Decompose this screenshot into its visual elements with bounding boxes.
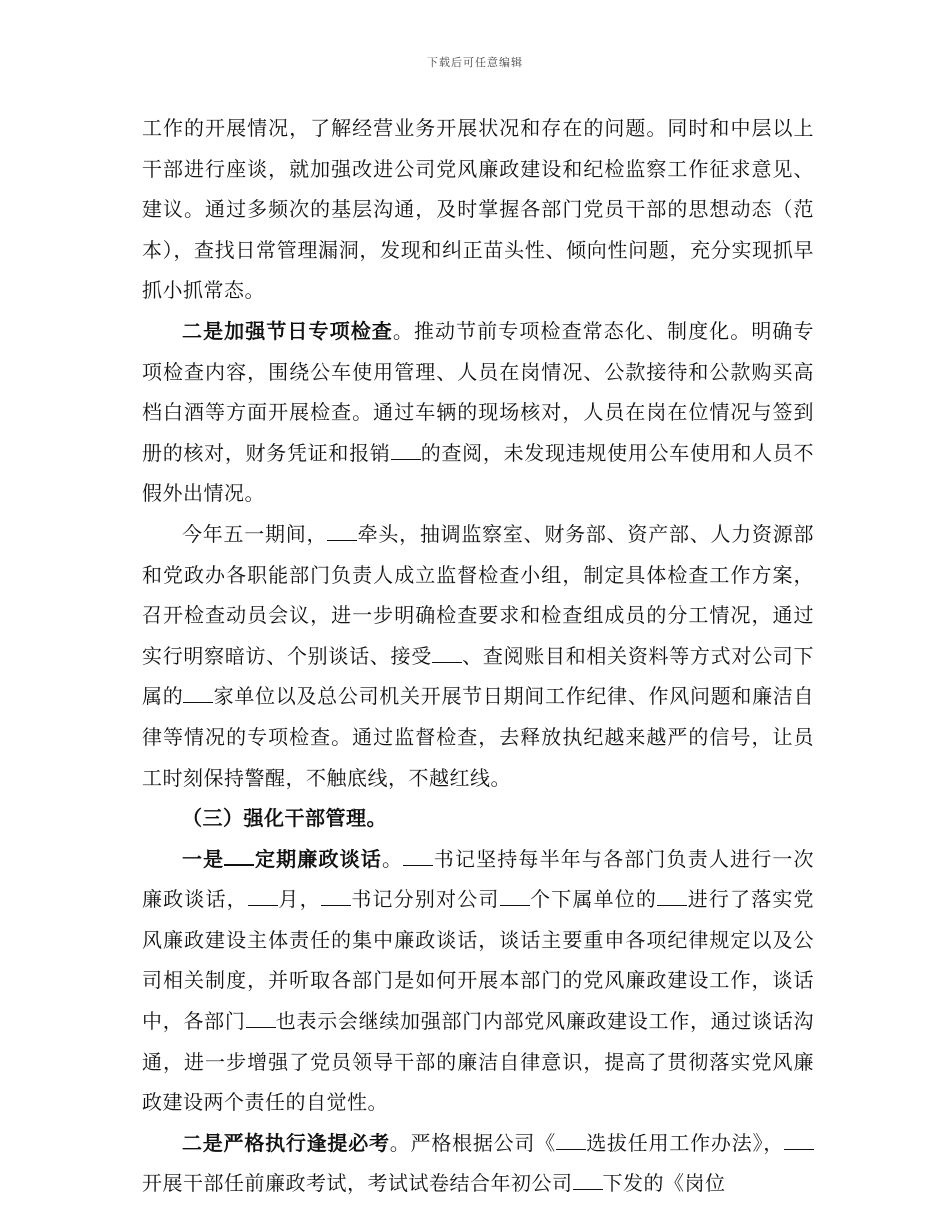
blank-line [657, 887, 687, 906]
paragraph-3-text-d: 家单位以及总公司机关开展节日期间工作纪律、作风问题和廉洁自律等情况的专项检查。通过监督检查，去释放执纪越来越严的信号，让员工时刻保持警醒，不触底线，不越红线。 [142, 684, 815, 790]
paragraph-4-text-d: 书记分别对公司 [350, 887, 500, 912]
paragraph-3-text-c: 、查阅账目和相关资料等方式对公司下属的 [142, 643, 815, 709]
blank-line [248, 887, 278, 906]
document-body [142, 108, 814, 1204]
paragraph-5-lead: 二是严格执行逢提必考 [182, 1130, 390, 1155]
paragraph-3-text-a: 今年五一期间， [182, 521, 328, 546]
paragraph-2-lead: 二是加强节日专项检查 [182, 318, 393, 343]
paragraph-4-text-g: 也表示会继续加强部门内部党风廉政建设工作，通过谈话沟通，进一步增强了党员领导干部的廉洁自律意识，提高了贯彻落实党风廉政建设两个责任的自觉性。 [142, 1009, 815, 1115]
blank-line [327, 522, 357, 541]
paragraph-4-text-c: 月， [277, 887, 321, 912]
blank-line [321, 887, 351, 906]
paragraph-2-text-b: 的查阅，未发现违规使用公车使用和人员不假外出情况。 [142, 440, 815, 506]
paragraph-4-text-e: 个下属单位的 [529, 887, 658, 912]
blank-line [784, 1131, 814, 1150]
paragraph-2 [142, 311, 814, 514]
section-heading-3: （三）强化干部管理。 [182, 806, 387, 831]
paragraph-4-text-b: 书记坚持每半年与各部门负责人进行一次廉政谈话， [142, 846, 815, 912]
blank-line [500, 887, 530, 906]
paragraph-2-text-a: 。推动节前专项检查常态化、制度化。明确专项检查内容，围绕公车使用管理、人员在岗情况、公款接待和公款购买高档白酒等方面开展检查。通过车辆的现场核对，人员在岗在位情况与签到册的核对，财务凭证和报销 [142, 318, 815, 465]
blank-line [403, 847, 433, 866]
paragraph-5-text-d: 下发的《岗位 [602, 1171, 726, 1196]
paragraph-4-lead-2: 定期廉政谈话 [254, 846, 382, 871]
paragraph-4 [142, 839, 814, 1123]
page-header: 下载后可任意编辑 [427, 56, 523, 69]
blank-line [391, 441, 421, 460]
paragraph-4-lead-1: 一是 [182, 846, 225, 871]
blank-line [556, 1131, 586, 1150]
blank-line [573, 1171, 603, 1190]
paragraph-3 [142, 514, 814, 798]
blank-line-bold [224, 846, 254, 866]
paragraph-4-text-f: 进行了落实党风廉政建设主体责任的集中廉政谈话，谈话主要重申各项纪律规定以及公司相关制度，并听取各部门是如何开展本部门的党风廉政建设工作，谈话中，各部门 [142, 887, 815, 1034]
paragraph-4-text-a: 。 [381, 846, 404, 871]
blank-line [246, 1009, 276, 1028]
paragraph-5-text-b: 选拔任用工作办法》， [585, 1130, 785, 1155]
paragraph-5-text-c: 开展干部任前廉政考试，考试试卷结合年初公司 [142, 1171, 573, 1196]
blank-line [183, 684, 213, 703]
blank-line [432, 644, 462, 663]
paragraph-1: 工作的开展情况，了解经营业务开展状况和存在的问题。同时和中层以上干部进行座谈，就加强改进公司党风廉政建设和纪检监察工作征求意见、建议。通过多频次的基层沟通，及时掌握各部门党员干部的思想动态（范本），查找日常管理漏洞，发现和纠正苗头性、倾向性问题，充分实现抓早抓小抓常态。 [142, 116, 814, 303]
paragraph-3-text-b: 牵头，抽调监察室、财务部、资产部、人力资源部和党政办各职能部门负责人成立监督检查小组，制定具体检查工作方案，召开检查动员会议，进一步明确检查要求和检查组成员的分工情况，通过实行明察暗访、个别谈话、接受 [142, 521, 815, 668]
paragraph-5 [142, 1123, 814, 1204]
paragraph-5-text-a: 。严格根据公司《 [389, 1130, 556, 1155]
